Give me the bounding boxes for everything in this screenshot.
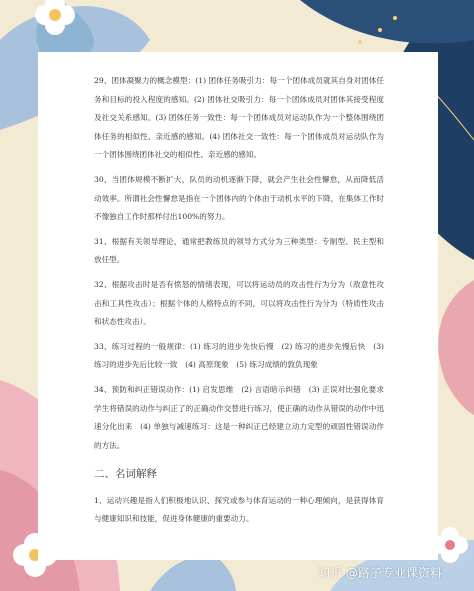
paragraph-31: 31、根据有关领导理论，通常把教练员的领导方式分为三种类型：专制型、民主型和放任型。	[94, 236, 384, 265]
section-heading: 二、名词解释	[94, 468, 157, 481]
watermark: 知乎 @路子专业课资料	[318, 566, 442, 580]
paragraph-34: 34、预防和纠正错误动作：(1) 启发思维 (2) 言语暗示纠错 (3) 正误对比强化要求学生将错误的动作与纠正了的正确动作交替进行练习，使正确的动作从错误的动作中迅速分化出来 (4) 单独与减速练习：这是一种纠正已经建立动力定型的顽固性错误动作的方法。	[94, 384, 384, 450]
paragraph-29: 29、团体凝聚力的概念模型：(1) 团体任务吸引力：每一个团体成员就其自身对团体任务和目标的投入程度的感知。(2) 团体社交吸引力：每一个团体成员对团体其接受程度及社交关系感知。(3) 团体任务一致性：每一个团体成员对运动队作为一个整体围绕团体任务的相似性、亲近感的感知。(4) 团体社交一致性：每一个团体成员对运动队作为一个团体围绕团体社交的相似性、亲近感的感知。	[94, 76, 384, 160]
paragraph-30: 30、当团体规模不断扩大，队员的动机逐渐下降，就会产生社会性懈怠，从而降低活动效率。所谓社会性懈怠是指在一个团体内的个体由于动机水平的下降，在集体工作时不像独自工作时那样付出100%的努力。	[94, 174, 384, 222]
paragraph-33: 33、练习过程的一般规律：(1) 练习的进步先快后慢 (2) 练习的进步先慢后快 (3) 练习的进步先后比较一致 (4) 高原现象 (5) 练习成绩的敦负现象	[94, 341, 384, 370]
document-content	[94, 72, 384, 535]
definition-paragraph-1: 1、运动兴趣是指人们积极地认识、探究或参与体育运动的一种心理倾向，是获得体育与健康知识和技能，促进身体健康的重要动力。	[94, 495, 384, 524]
paragraph-32: 32、根据攻击时是否有愤怒的情绪表现，可以将运动员的攻击性行为分为（敌意性攻击和工具性攻击）；根据个体的人格特点的不同，可以将攻击性行为分为（特质性攻击和状态性攻击）。	[94, 279, 384, 327]
